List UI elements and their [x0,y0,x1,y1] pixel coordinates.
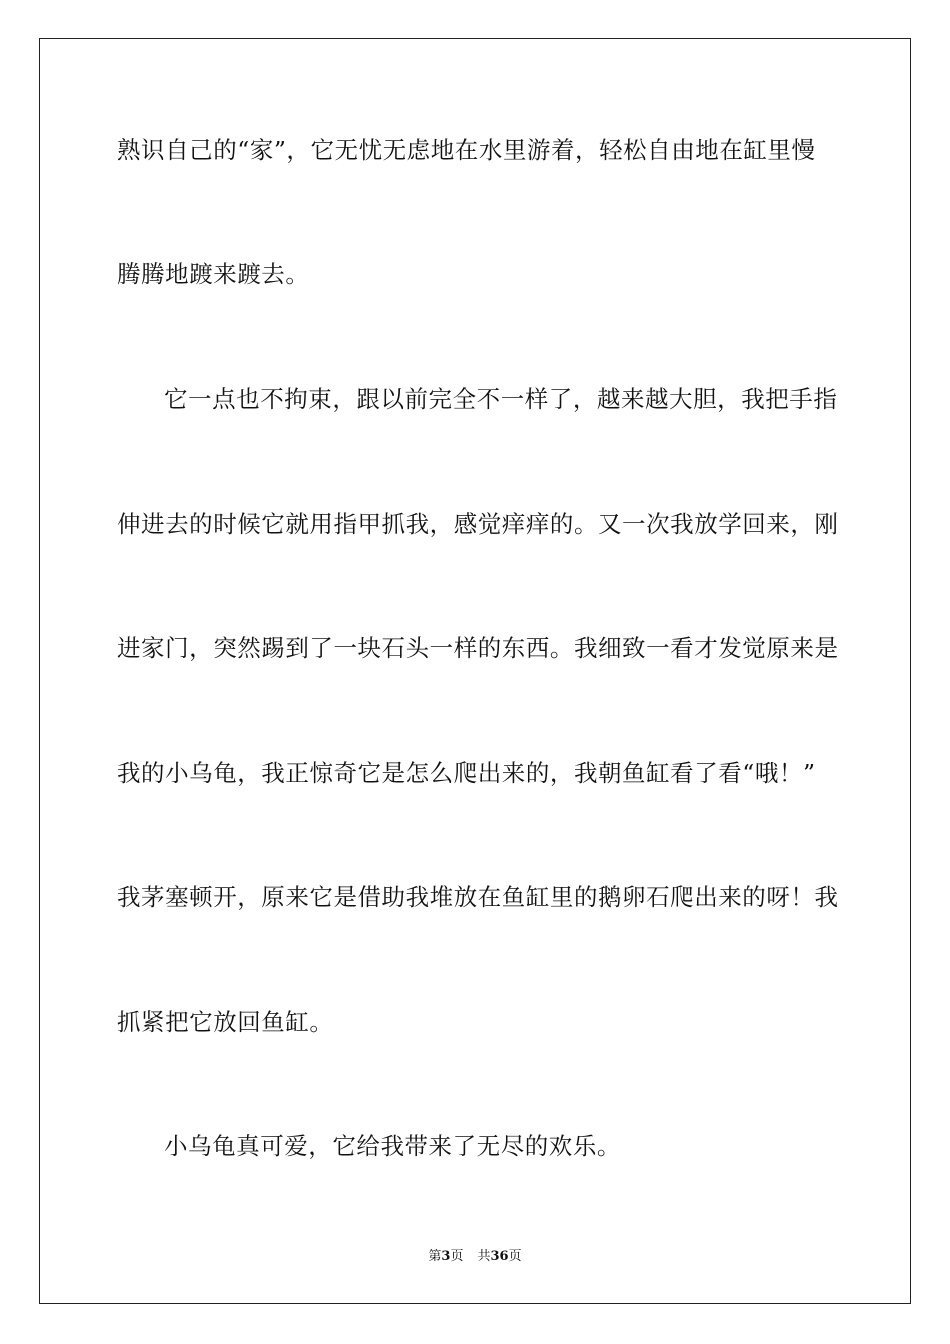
page-suffix: 页 [450,1249,464,1264]
text-line-7: 我茅塞顿开，原来它是借助我堆放在鱼缸里的鹅卵石爬出来的呀！我 [117,883,839,911]
text-line-5: 进家门，突然踢到了一块石头一样的东西。我细致一看才发觉原来是 [117,634,839,662]
page-footer [0,1248,950,1266]
total-prefix: 共 [477,1249,491,1264]
page-border [39,38,911,1304]
page-prefix: 第 [428,1249,442,1264]
total-suffix: 页 [508,1249,522,1264]
text-line-3: 它一点也不拘束，跟以前完全不一样了，越来越大胆，我把手指 [164,385,838,413]
text-line-2: 腾腾地踱来踱去。 [117,260,310,288]
text-line-6: 我的小乌龟，我正惊奇它是怎么爬出来的，我朝鱼缸看了看“哦！” [117,759,816,787]
total-pages: 36 [490,1249,509,1264]
text-line-8: 抓紧把它放回鱼缸。 [117,1008,334,1036]
text-line-1: 熟识自己的“家”，它无忧无虑地在水里游着，轻松自由地在缸里慢 [117,136,816,164]
text-line-4: 伸进去的时候它就用指甲抓我，感觉痒痒的。又一次我放学回来，刚 [117,510,839,538]
page-number: 3 [441,1249,451,1264]
text-line-9: 小乌龟真可爱，它给我带来了无尽的欢乐。 [164,1132,621,1160]
